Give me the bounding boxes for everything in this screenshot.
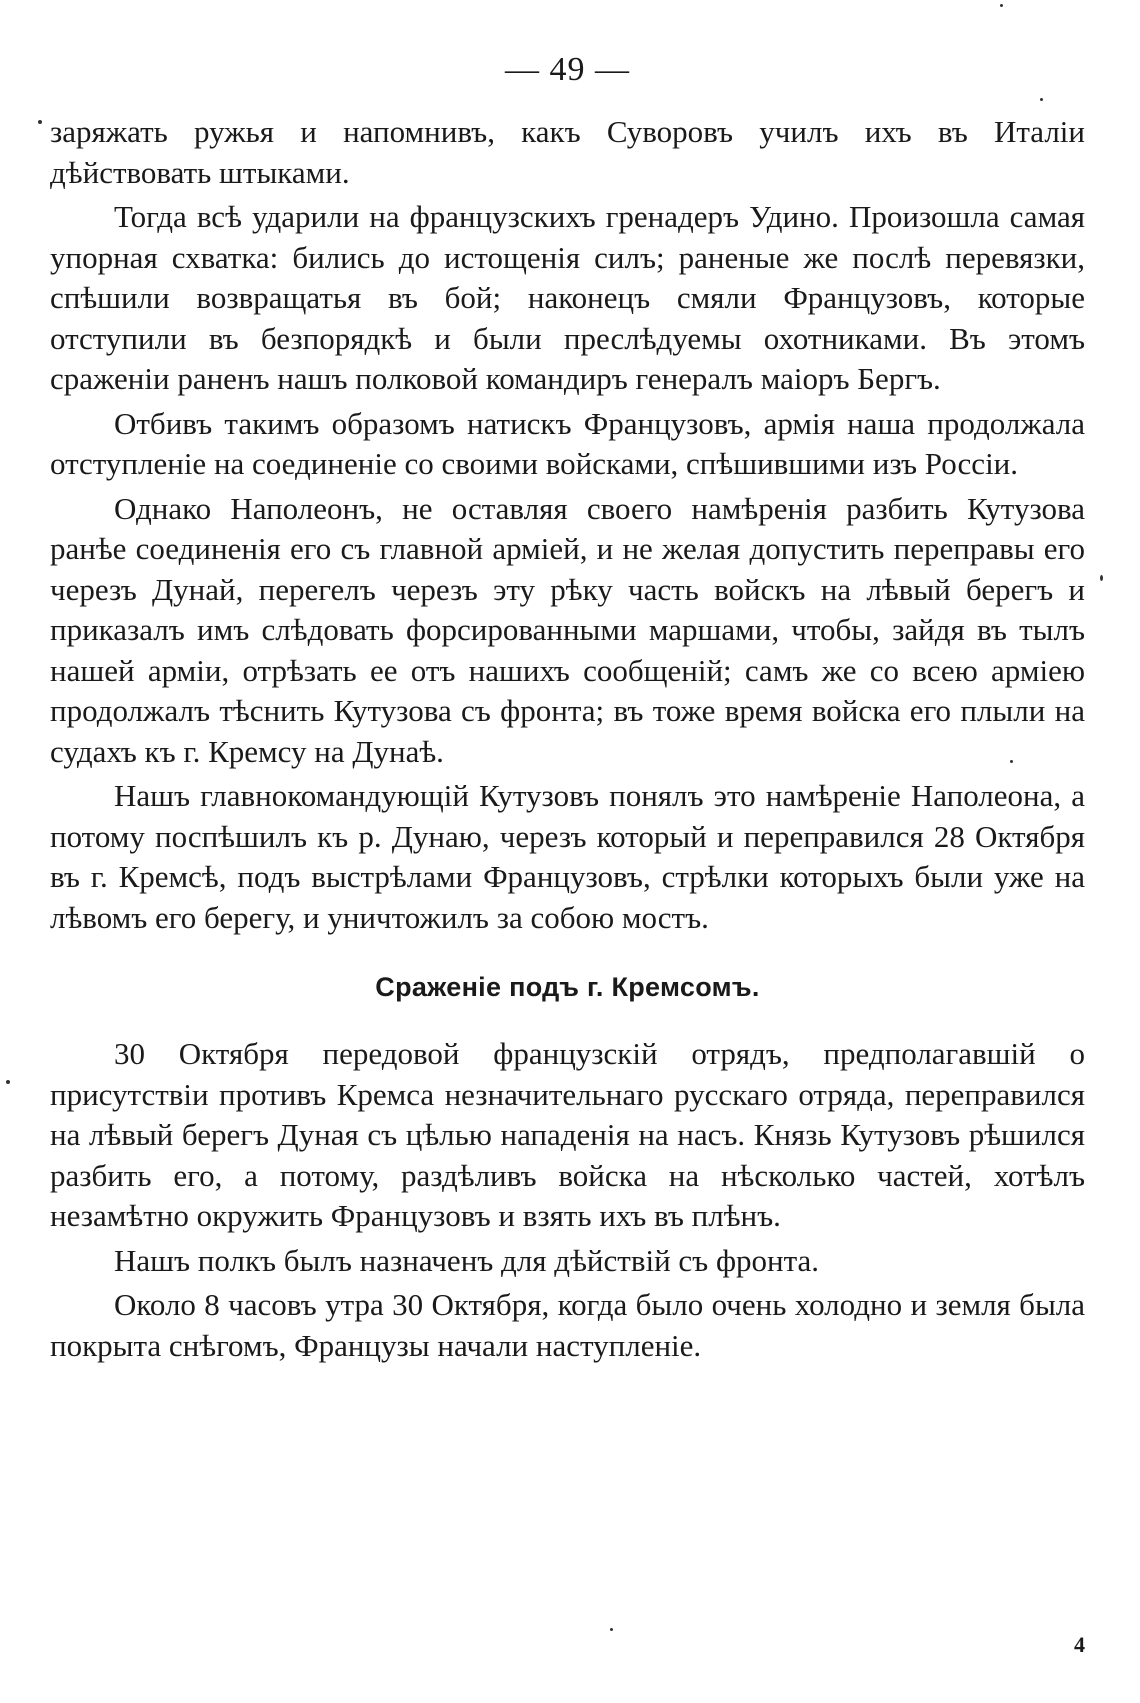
scan-speck <box>38 120 42 124</box>
paragraph-retreat: Отбивъ такимъ образомъ натискъ Французовъ, армiя наша продолжала отступленiе на соединенiе со своими войсками, спѣшившими изъ Россiи. <box>50 405 1085 481</box>
section-heading: Сраженiе подъ г. Кремсомъ. <box>375 972 760 1002</box>
paragraph-continuation: заряжать ружья и напомнивъ, какъ Суворовъ училъ ихъ въ Италiи дѣйствовать штыками. <box>50 114 1085 190</box>
scan-speck <box>1010 760 1013 763</box>
book-page <box>50 40 1085 1370</box>
page-number: — 49 — <box>505 51 630 88</box>
paragraph-french-detachment: 30 Октября передовой французскiй отрядъ, предполагавшiй о присутствiи противъ Кремса незначительнаго русскаго отряда, переправился на лѣвый берегъ Дуная съ цѣлью нападенiя на насъ. Князь Кутузовъ рѣшился разбить его, а потому, раздѣливъ войска на нѣсколько частей, хотѣлъ незамѣтно окружить Французовъ и взять ихъ въ плѣнъ. <box>50 1036 1085 1233</box>
paragraph-kutuzov-crossing: Нашъ главнокомандующiй Кутузовъ понялъ это намѣренiе Наполеона, а потому поспѣшилъ къ р. Дунаю, черезъ который и переправился 28 Октября въ г. Кремсѣ, подъ выстрѣлами Французовъ, стрѣлки которыхъ были уже на лѣвомъ его берегу, и уничтожилъ за собою мостъ. <box>50 778 1085 935</box>
scan-speck <box>1040 98 1043 101</box>
scan-speck <box>610 1628 613 1631</box>
scan-speck <box>1000 4 1003 7</box>
paragraph-regiment-assignment: Нашъ полкъ былъ назначенъ для дѣйствiй съ фронта. <box>114 1242 820 1278</box>
signature-mark: 4 <box>1074 1632 1085 1657</box>
paragraph-napoleon-plan: Однако Наполеонъ, не оставляя своего намѣренiя разбить Кутузова ранѣе соединенiя его съ главной армiей, и не желая допустить переправы его черезъ Дунай, перегелъ черезъ эту рѣку часть войскъ на лѣвый берегъ и приказалъ имъ слѣдовать форсированными маршами, чтобы, зайдя въ тылъ нашей армiи, отрѣзать ее отъ нашихъ сообщенiй; самъ же со всею армiею продолжалъ тѣснить Кутузова съ фронта; въ тоже время войска его плыли на судахъ къ г. Кремсу на Дунаѣ. <box>50 490 1085 769</box>
scan-speck <box>1100 575 1103 581</box>
scan-speck <box>6 1080 10 1084</box>
paragraph-french-advance: Около 8 часовъ утра 30 Октября, когда было очень холодно и земля была покрыта снѣгомъ, Французы начали наступленiе. <box>50 1287 1085 1363</box>
paragraph-attack-on-grenadiers: Тогда всѣ ударили на французскихъ гренадеръ Удино. Произошла самая упорная схватка: бились до истощенiя силъ; раненые же послѣ перевязки, спѣшили возвращатья въ бой; наконецъ смяли Французовъ, которые отступили въ безпорядкѣ и были преслѣдуемы охотниками. Въ этомъ сраженiи раненъ нашъ полковой командиръ генералъ маiоръ Бергъ. <box>50 199 1085 396</box>
